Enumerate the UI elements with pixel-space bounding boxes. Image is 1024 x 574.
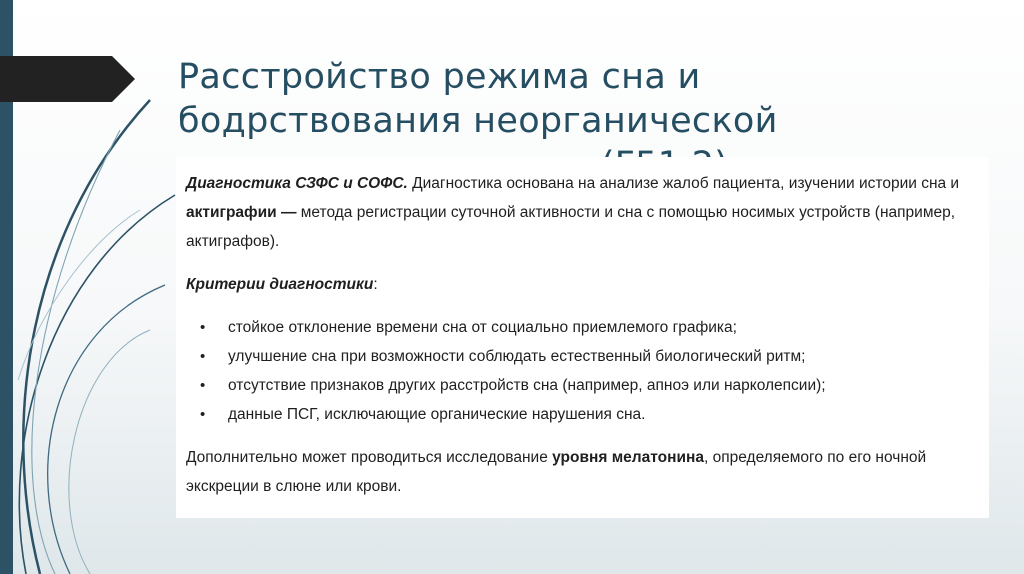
title-line-2: бодрствования неорганической [178,101,778,141]
final-text-2: , определяемого по его ночной экскреции в слюне или крови. [186,449,927,495]
content-box [176,157,989,518]
intro-paragraph [186,169,977,256]
chevron-arrow-tab [0,56,135,102]
intro-bold-2: актиграфии — [186,204,297,221]
criteria-heading-text: Критерии диагностики [186,276,374,293]
list-item: • данные ПСГ, исключающие органические нарушения сна. [186,400,977,429]
intro-bold: Диагностика СЗФС и СОФС. [186,175,408,192]
intro-text-2: метода регистрации суточной активности и сна с помощью носимых устройств (например, актиграфов). [186,204,956,250]
criteria-list [186,313,977,429]
criteria-colon: : [373,276,378,293]
list-item: • улучшение сна при возможности соблюдать естественный биологический ритм; [186,342,977,371]
list-item: • стойкое отклонение времени сна от социально приемлемого графика; [186,313,977,342]
intro-text-1: Диагностика основана на анализе жалоб пациента, изучении истории сна и [407,175,960,192]
title-line-1: Расстройство режима сна и [178,57,701,97]
final-text-1: Дополнительно может проводиться исследование [186,449,553,466]
list-item: • отсутствие признаков других расстройств сна (например, апноэ или нарколепсии); [186,371,977,400]
criteria-heading [186,270,977,299]
final-bold: уровня мелатонина [552,449,704,466]
final-paragraph [186,443,977,501]
